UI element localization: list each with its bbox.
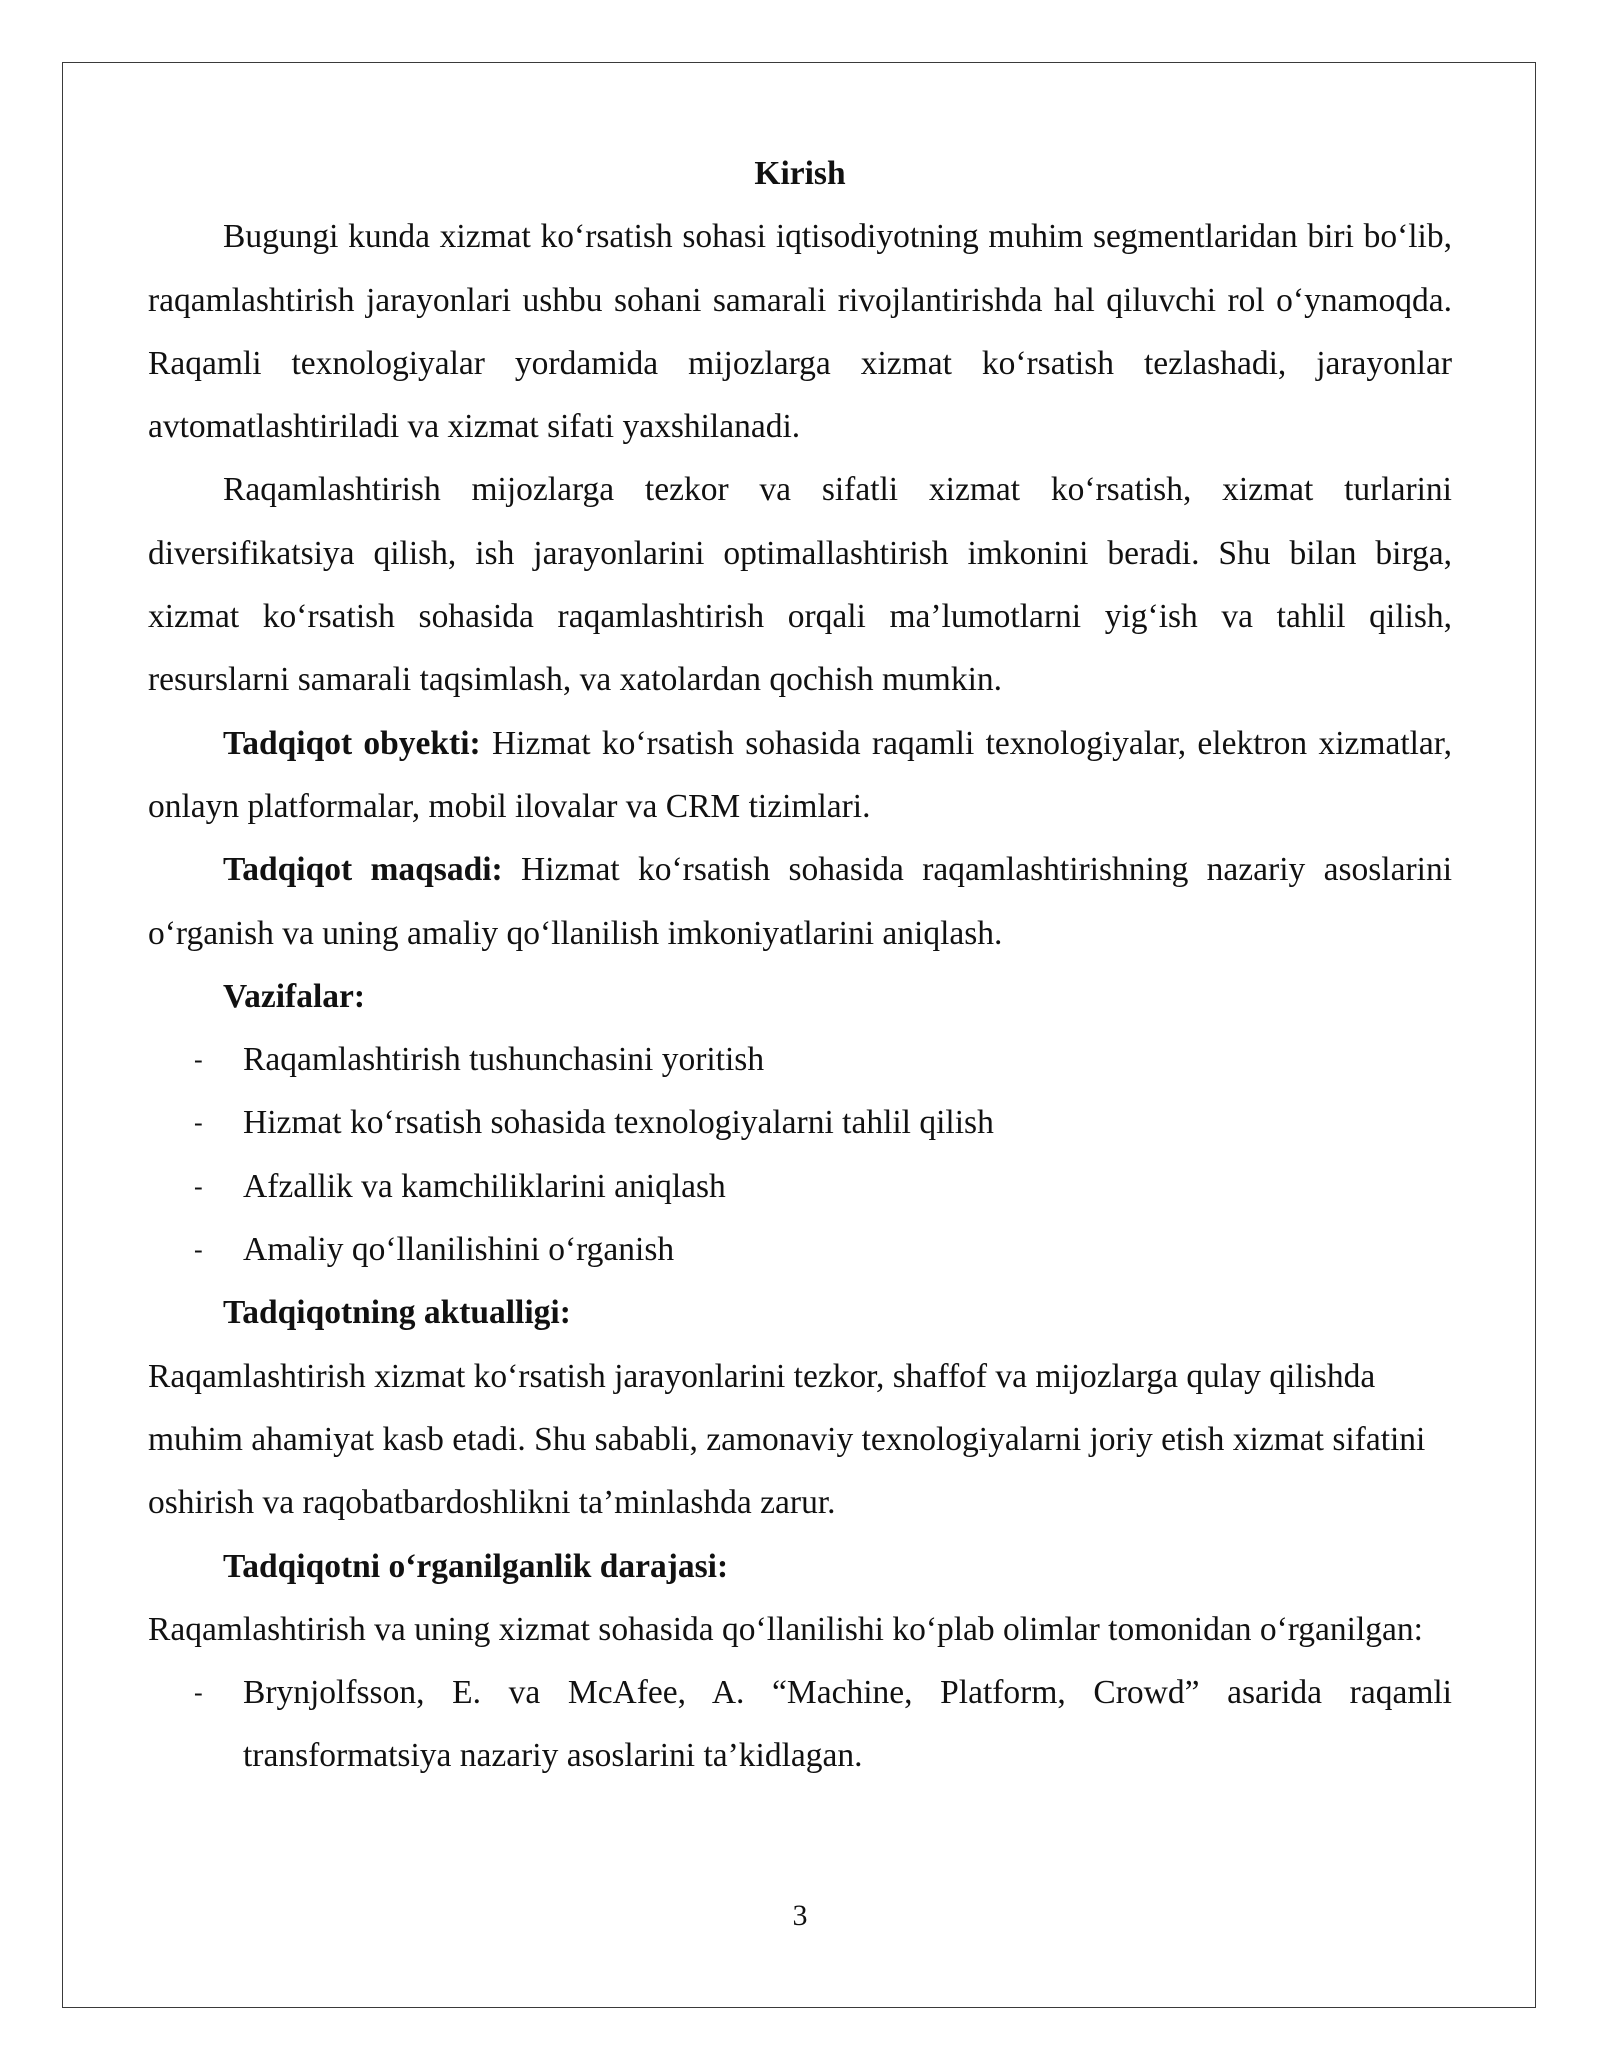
research-goal-text: Hizmat ko‘rsatish sohasida raqamlashtirishning nazariy asoslarini o‘rganish va uning amaliy qo‘llanilish imkoniyatlarini aniqlash.: [148, 851, 1453, 952]
dash-marker: -: [194, 1171, 203, 1201]
study-level-paragraph: Raqamlashtirish va uning xizmat sohasida qo‘llanilishi ko‘plab olimlar tomonidan o‘rganilgan:: [148, 1610, 1423, 1648]
dash-marker: -: [194, 1108, 203, 1138]
intro-paragraph-2: Raqamlashtirish mijozlarga tezkor va sifatli xizmat ko‘rsatish, xizmat turlarini diversifikatsiya qilish, ish jarayonlarini optimallashtirish imkonini beradi. Shu bilan birga, xizmat ko‘rsatish sohasida raqamlashtirish orqali ma’lumotlarni yig‘ish va tahlil qilish, resurslarni samarali taqsimlash, va xatolardan qochish mumkin.: [148, 471, 1452, 699]
research-goal-paragraph: [148, 838, 1452, 965]
list-item: [148, 1028, 1452, 1091]
list-item: [148, 1091, 1452, 1154]
study-level-heading: Tadqiqotni o‘rganilganlik darajasi:: [223, 1547, 729, 1585]
list-item: [148, 1218, 1452, 1281]
dash-marker: -: [194, 1678, 203, 1708]
tasks-list: [148, 1028, 1452, 1281]
references-list: [148, 1661, 1452, 1788]
relevance-paragraph: Raqamlashtirish xizmat ko‘rsatish jarayonlarini tezkor, shaffof va mijozlarga qulay qilishda muhim ahamiyat kasb etadi. Shu sababli, zamonaviy texnologiyalarni joriy etish xizmat sifatini oshirish va raqobatbardoshlikni ta’minlashda zarur.: [148, 1357, 1426, 1522]
research-goal-label: Tadqiqot maqsadi:: [223, 851, 503, 889]
tasks-heading: Vazifalar:: [223, 977, 366, 1015]
relevance-heading: Tadqiqotning aktualligi:: [223, 1294, 571, 1332]
dash-marker: -: [194, 1045, 203, 1075]
page-number: 3: [792, 1899, 808, 1932]
list-item: [148, 1661, 1452, 1788]
dash-marker: -: [194, 1235, 203, 1265]
list-item-text: Afzallik va kamchiliklarini aniqlash: [243, 1167, 726, 1205]
list-item-text: Raqamlashtirish tushunchasini yoritish: [243, 1041, 765, 1079]
list-item: [148, 1155, 1452, 1218]
research-object-label: Tadqiqot obyekti:: [223, 724, 481, 762]
document-body: [148, 142, 1452, 1788]
page-title: Kirish: [754, 155, 846, 192]
research-object-paragraph: [148, 712, 1452, 839]
list-item-text: Brynjolfsson, E. va McAfee, A. “Machine, Platform, Crowd” asarida raqamli transformatsiya nazariy asoslarini ta’kidlagan.: [243, 1674, 1452, 1775]
list-item-text: Hizmat ko‘rsatish sohasida texnologiyalarni tahlil qilish: [243, 1104, 994, 1142]
research-object-text: Hizmat ko‘rsatish sohasida raqamli texnologiyalar, elektron xizmatlar, onlayn platformalar, mobil ilovalar va CRM tizimlari.: [148, 724, 1452, 825]
intro-paragraph-1: Bugungi kunda xizmat ko‘rsatish sohasi iqtisodiyotning muhim segmentlaridan biri bo‘lib, raqamlashtirish jarayonlari ushbu sohani samarali rivojlantirishda hal qiluvchi rol o‘ynamoqda. Raqamli texnologiyalar yordamida mijozlarga xizmat ko‘rsatish tezlashadi, jarayonlar avtomatlashtiriladi va xizmat sifati yaxshilanadi.: [148, 218, 1452, 446]
list-item-text: Amaliy qo‘llanilishini o‘rganish: [243, 1231, 675, 1269]
